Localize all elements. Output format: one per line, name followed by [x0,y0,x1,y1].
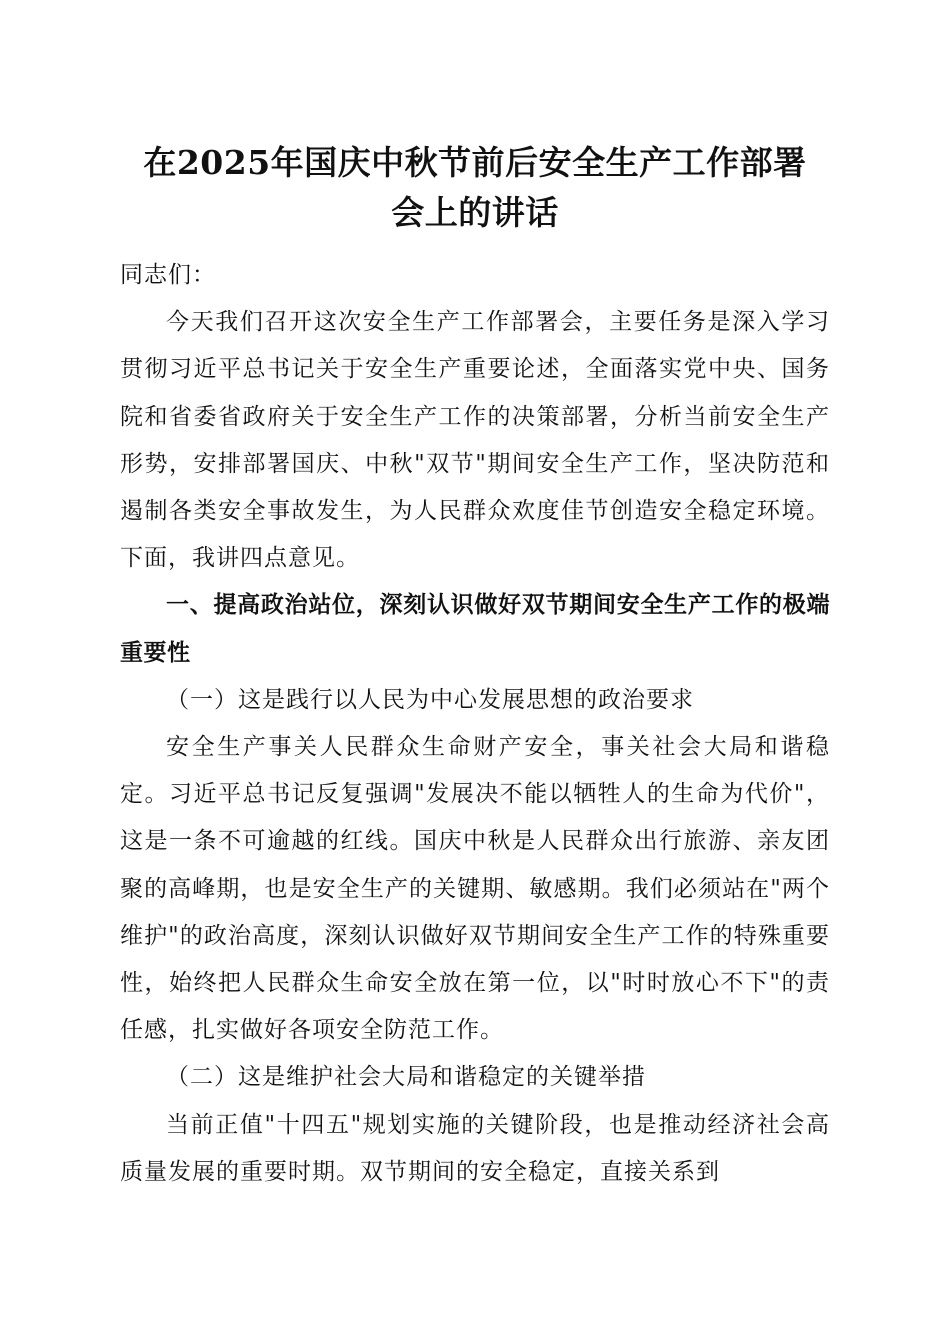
title-line-1: 在2025年国庆中秋节前后安全生产工作部署 [143,143,807,182]
subsection-heading-2: （二）这是维护社会大局和谐稳定的关键举措 [166,1064,646,1091]
paragraph-intro: 今天我们召开这次安全生产工作部署会，主要任务是深入学习贯彻习近平总书记关于安全生产重要论述，全面落实党中央、国务院和省委省政府关于安全生产工作的决策部署，分析当前安全生产形势，安排部署国庆、中秋"双节"期间安全生产工作，坚决防范和遏制各类安全事故发生，为人民群众欢度佳节创造安全稳定环境。下面，我讲四点意见。 [120,309,830,572]
document-title [100,138,850,238]
title-line-2: 会上的讲话 [391,193,559,232]
paragraph-body: 安全生产事关人民群众生命财产安全，事关社会大局和谐稳定。习近平总书记反复强调"发展决不能以牺牲人的生命为代价"，这是一条不可逾越的红线。国庆中秋是人民群众出行旅游、亲友团聚的高峰期，也是安全生产的关键期、敏感期。我们必须站在"两个维护"的政治高度，深刻认识做好双节期间安全生产工作的特殊重要性，始终把人民群众生命安全放在第一位，以"时时放心不下"的责任感，扎实做好各项安全防范工作。 [120,734,830,1044]
section-heading-1: 一、提高政治站位，深刻认识做好双节期间安全生产工作的极端重要性 [120,592,830,666]
subsection-heading-1: （一）这是践行以人民为中心发展思想的政治要求 [166,686,694,713]
paragraph-body: 当前正值"十四五"规划实施的关键阶段，也是推动经济社会高质量发展的重要时期。双节期间的安全稳定，直接关系到 [120,1111,830,1185]
salutation: 同志们： [120,262,216,288]
document-body [120,252,830,1196]
